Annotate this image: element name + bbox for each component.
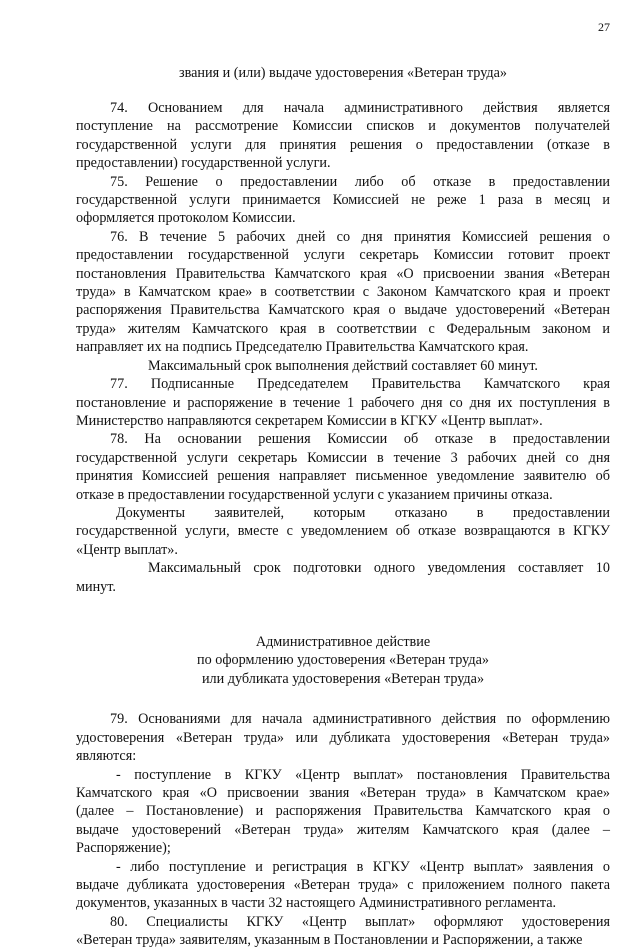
text-line: являются: [76,748,137,765]
text-line: Максимальный срок выполнения действий составляет 60 минут. [148,357,538,374]
text-line: направляет их на подпись Председателю Правительства Камчатского края. [76,339,529,356]
text-line: минут. [76,578,116,595]
text-line: - поступление в КГКУ «Центр выплат» постановления Правительства [116,766,610,783]
heading-line: по оформлению удостоверения «Ветеран труда» [197,652,489,669]
continued-title-line: звания и (или) выдаче удостоверения «Ветеран труда» [178,65,508,81]
text-line: 74. Основанием для начала административного действия является [110,100,610,116]
page-number: 27 [598,20,610,34]
text-line: труда» жителям Камчатского края в соответствии с Федеральным законом и [76,320,610,337]
paragraph-p78 [76,430,610,504]
text-line: Документы заявителей, которым отказано в предоставлении [116,504,610,521]
text-line: выдаче дубликата удостоверения «Ветеран труда» с приложением полного пакета [76,877,610,894]
text-line: Министерство направляются секретарем Комиссии в КГКУ «Центр выплат». [76,412,543,429]
paragraph-group-bottom [76,710,610,949]
paragraph-p76b [76,357,610,375]
paragraph-p80 [76,913,610,950]
paragraph-p77 [76,375,610,430]
paragraph-p78b [76,504,610,559]
section-heading [76,633,610,688]
text-line: Камчатского края «О присвоении звания «Ветеран труда» в Камчатском крае» [76,784,610,801]
text-line: «Ветеран труда» заявителям, указанным в Постановлении и Распоряжении, а также [76,932,583,949]
paragraph-p79a [76,766,610,858]
text-line: предоставлении государственной услуги секретарь Комиссии готовит проект [76,247,610,264]
document-body [76,99,610,950]
text-line: «Центр выплат». [76,541,178,558]
text-line: предоставлении) государственной услуги. [76,155,331,172]
text-line: распоряжения Правительства Камчатского края о выдаче удостоверений «Ветеран [76,302,610,319]
text-line: поступление на рассмотрение Комиссии списков и документов получателей [76,118,610,135]
paragraph-p78c [76,559,610,596]
heading-line: или дубликата удостоверения «Ветеран труда» [201,670,485,687]
text-line: 77. Подписанные Председателем Правительства Камчатского края [110,376,610,393]
text-line: 75. Решение о предоставлении либо об отказе в предоставлении [110,173,610,190]
text-line: принятия Комиссией решения направляет письменное уведомление заявителю об [76,468,610,485]
text-line: 78. На основании решения Комиссии об отказе в предоставлении [110,431,610,448]
paragraph-group-top [76,99,610,596]
text-line: государственной услуги, вместе с уведомлением об отказе возвращаются в КГКУ [76,523,610,540]
text-line: оформляется протоколом Комиссии. [76,210,296,227]
text-line: Максимальный срок подготовки одного уведомления составляет 10 [148,560,610,577]
text-line: государственной услуги секретарь Комиссии в течение 3 рабочих дней со дня [76,449,610,466]
text-line: 76. В течение 5 рабочих дней со дня принятия Комиссией решения о [110,228,610,245]
text-line: государственной услуги для принятия решения о предоставлении (отказе в [76,136,610,153]
text-line: труда» в Камчатском крае» в соответствии с Законом Камчатского края и проект [76,284,610,301]
text-line: удостоверения «Ветеран труда» или дубликата удостоверения «Ветеран труда» [76,729,610,746]
paragraph-p79 [76,710,610,765]
text-line: Распоряжение); [76,840,171,857]
text-line: 80. Специалисты КГКУ «Центр выплат» оформляют удостоверения [110,913,610,930]
text-line: отказе в предоставлении государственной услуги с указанием причины отказа. [76,486,553,503]
text-line: постановления Правительства Камчатского края «О присвоении звания «Ветеран [76,265,610,282]
text-line: 79. Основаниями для начала административного действия по оформлению [110,711,610,728]
paragraph-p75 [76,173,610,228]
text-line: (далее – Постановление) и распоряжения Правительства Камчатского края о [76,803,610,820]
text-line: постановление и распоряжение в течение 1 рабочего дня со дня их поступления в [76,394,610,411]
text-line: документов, указанных в части 32 настоящего Административного регламента. [76,895,557,912]
paragraph-p76 [76,228,610,357]
text-line: государственной услуги принимается Комиссией не реже 1 раза в месяц и [76,192,610,209]
text-line: - либо поступление и регистрация в КГКУ «Центр выплат» заявления о [116,858,610,875]
text-line: выдаче удостоверений «Ветеран труда» жителям Камчатского края (далее – [76,821,610,838]
paragraph-p74 [76,99,610,173]
heading-line: Административное действие [255,633,431,650]
